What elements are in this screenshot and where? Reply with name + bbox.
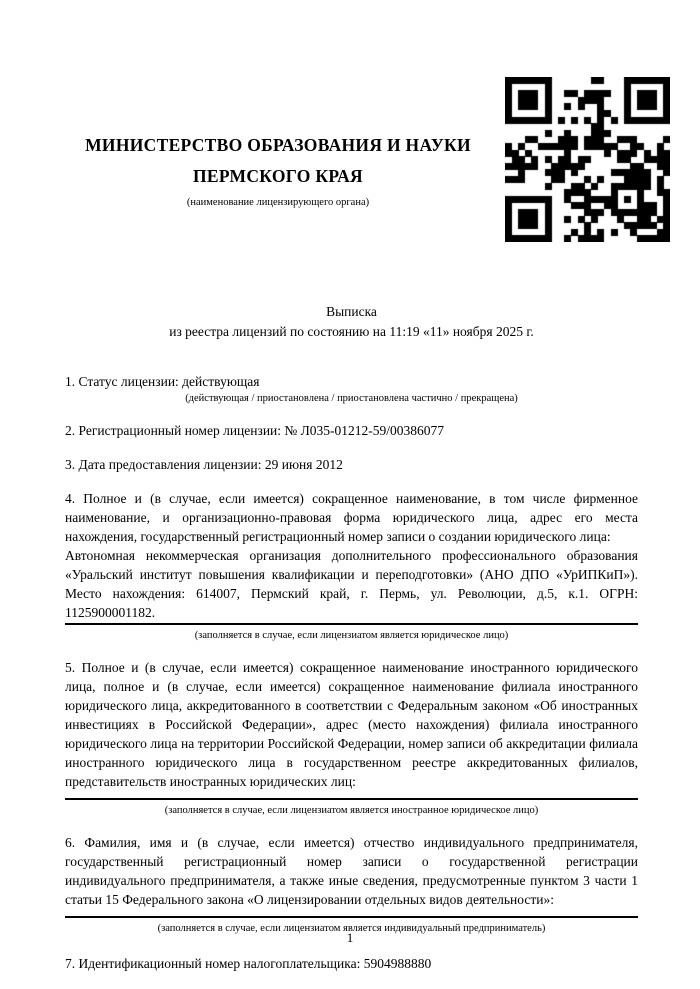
individual-entrepreneur-caption: (заполняется в случае, если лицензиатом является индивидуальный предприниматель) (157, 923, 546, 934)
license-status-caption: (действующая / приостановлена / приостановлена частично / прекращена) (185, 393, 518, 404)
legal-entity-value: Автономная некоммерческая организация дополнительного профессионального образования «Уральский институт повышения квалификации и переподготовки» (АНО ДПО «УрИПКиП»). Место нахождения: 614007, Пермский край, г. Пермь, ул. Революции, д.5, к.1. ОГРН: 1125900001182. (65, 548, 638, 620)
ministry-name (62, 130, 494, 192)
field-license-status (65, 372, 638, 406)
field-taxpayer-number (65, 954, 638, 973)
taxpayer-number-text: 7. Идентификационный номер налогоплательщика: 5904988880 (65, 956, 432, 971)
license-status-text: 1. Статус лицензии: действующая (65, 374, 260, 389)
ministry-name-line2: ПЕРМСКОГО КРАЯ (193, 166, 363, 186)
ministry-name-line1: МИНИСТЕРСТВО ОБРАЗОВАНИЯ И НАУКИ (85, 135, 471, 155)
field-foreign-entity (65, 658, 638, 818)
document-title (65, 302, 638, 342)
qr-code (505, 77, 670, 242)
field-legal-entity (65, 489, 638, 643)
field-grant-date (65, 455, 638, 474)
fill-in-line (65, 798, 638, 800)
registration-number-text: 2. Регистрационный номер лицензии: № Л035-01212-59/00386077 (65, 423, 445, 438)
title-line2: из реестра лицензий по состоянию на 11:19 «11» ноября 2025 г. (169, 324, 534, 339)
licensing-authority-caption: (наименование лицензирующего органа) (186, 197, 370, 208)
fill-in-line (65, 916, 638, 918)
grant-date-text: 3. Дата предоставления лицензии: 29 июня 2012 (65, 457, 343, 472)
foreign-entity-intro: 5. Полное и (в случае, если имеется) сокращенное наименование иностранного юридического лица, полное и (в случае, если имеется) сокращенное наименование филиала иностранного юридического лица, аккредитованного в соответствии с Федеральным законом «Об иностранных инвестициях в Российской Федерации», адрес (место нахождения) филиала иностранного юридического лица на территории Российской Федерации, номер записи об аккредитации филиала иностранного юридического лица в государственном реестре аккредитованных филиалов, представительств иностранных юридических лиц: (65, 660, 638, 789)
licensing-authority-block (62, 130, 494, 210)
field-individual-entrepreneur (65, 833, 638, 936)
individual-entrepreneur-intro: 6. Фамилия, имя и (в случае, если имеется) отчество индивидуального предпринимателя, государственный регистрационный номер записи о государственной регистрации индивидуального предпринимателя, а также иные сведения, предусмотренные пунктом 3 части 1 статьи 15 Федерального закона «О лицензировании отдельных видов деятельности»: (65, 835, 638, 907)
foreign-entity-caption: (заполняется в случае, если лицензиатом является иностранное юридическое лицо) (164, 805, 539, 816)
document-body (0, 302, 700, 973)
title-line1: Выписка (326, 304, 377, 319)
field-registration-number (65, 421, 638, 440)
document-header (0, 0, 700, 252)
legal-entity-caption: (заполняется в случае, если лицензиатом является юридическое лицо) (194, 630, 509, 641)
separator-line (65, 623, 638, 625)
qr-code-icon (505, 77, 670, 242)
legal-entity-intro: 4. Полное и (в случае, если имеется) сокращенное наименование, в том числе фирменное наименование, и организационно-правовая форма юридического лица, адрес его места нахождения, государственный регистрационный номер записи о создании юридического лица: (65, 491, 638, 544)
page-number: 1 (346, 930, 354, 945)
